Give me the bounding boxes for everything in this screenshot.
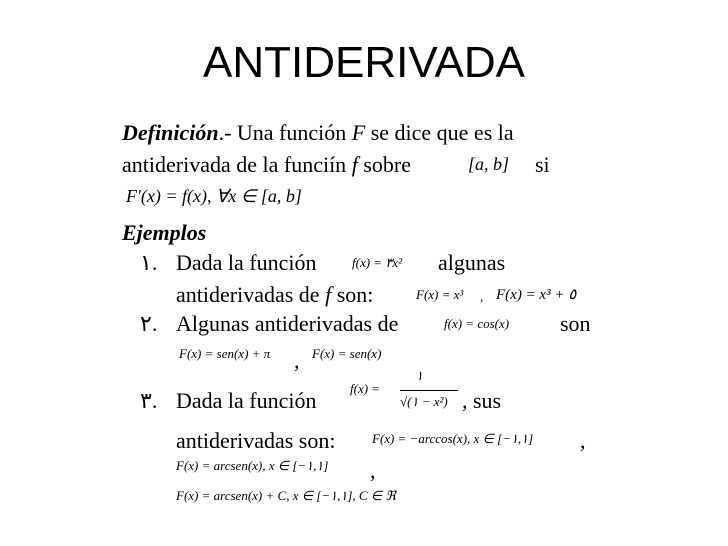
item-3-formula-F1: F(x) = −arccos(x), x ∈ [−١,١] — [372, 431, 534, 446]
fraction-bar — [400, 390, 458, 391]
item-2-formula-f: f(x) = cos(x) — [444, 316, 510, 331]
examples-label: Ejemplos — [122, 220, 207, 245]
item-1-formula-f: f(x) = ٣x² — [352, 255, 402, 270]
definition-text-2: antiderivada de la funciín — [122, 152, 347, 177]
definition-text: .- Una función — [218, 120, 347, 145]
interval-formula: [a, b] — [468, 154, 510, 174]
item-2-formula-F2: F(x) = sen(x) — [312, 346, 382, 361]
item-1-line-2-text: antiderivadas de — [176, 282, 320, 307]
item-1-text-tail: algunas — [438, 250, 506, 275]
definition-line-2 — [122, 152, 411, 178]
item-3-formula-F2: F(x) = arcsen(x), x ∈ [−١,١] — [176, 458, 329, 473]
item-1-text: Dada la función — [176, 250, 317, 275]
item-3-formula-F2-sep: , — [370, 458, 376, 483]
item-3-frac-den: √(١ − x²) — [400, 394, 448, 409]
item-3-formula-F1-sep: , — [580, 428, 586, 453]
definition-si: si — [535, 152, 550, 177]
definition-text-tail: se dice que es la — [370, 120, 514, 145]
item-1-formula-F1: F(x) = x³ — [416, 287, 464, 302]
item-3-text: Dada la función — [176, 388, 317, 413]
item-1-line-2-f: f — [325, 282, 332, 307]
definition-label: Definición — [122, 120, 219, 145]
definition-f: f — [351, 152, 358, 177]
item-3-frac-left: f(x) = — [350, 381, 381, 396]
item-2-number: ٢. — [140, 311, 158, 336]
item-3-number: ٣. — [140, 388, 158, 413]
item-3-fraction — [350, 368, 470, 418]
definition-text-3: sobre — [363, 152, 411, 177]
item-3-line-2: antiderivadas son: — [176, 428, 336, 453]
item-1-formula-F2: F(x) = x³ + ٥ — [496, 287, 577, 303]
item-2-sep: , — [294, 348, 300, 373]
definition-line-1 — [122, 120, 514, 146]
item-2-text-tail: son — [560, 311, 591, 336]
page-title: ANTIDERIVADA — [203, 38, 525, 87]
item-3-formula-F3: F(x) = arcsen(x) + C, x ∈ [−١,١], C ∈ ℜ — [176, 488, 396, 503]
item-1-number: ١. — [140, 250, 158, 275]
item-3-frac-num: ١ — [416, 368, 423, 383]
item-1-line-2 — [176, 282, 373, 308]
item-3-text-tail: , sus — [462, 388, 502, 413]
item-2-text: Algunas antiderivadas de — [176, 311, 399, 336]
definition-F: F — [351, 120, 366, 145]
definition-formula: F'(x) = f(x), ∀x ∈ [a, b] — [126, 186, 302, 206]
item-2-formula-F1: F(x) = sen(x) + π — [179, 346, 271, 361]
item-1-line-2-tail: son: — [336, 282, 374, 307]
item-1-formula-sep: , — [480, 289, 484, 304]
